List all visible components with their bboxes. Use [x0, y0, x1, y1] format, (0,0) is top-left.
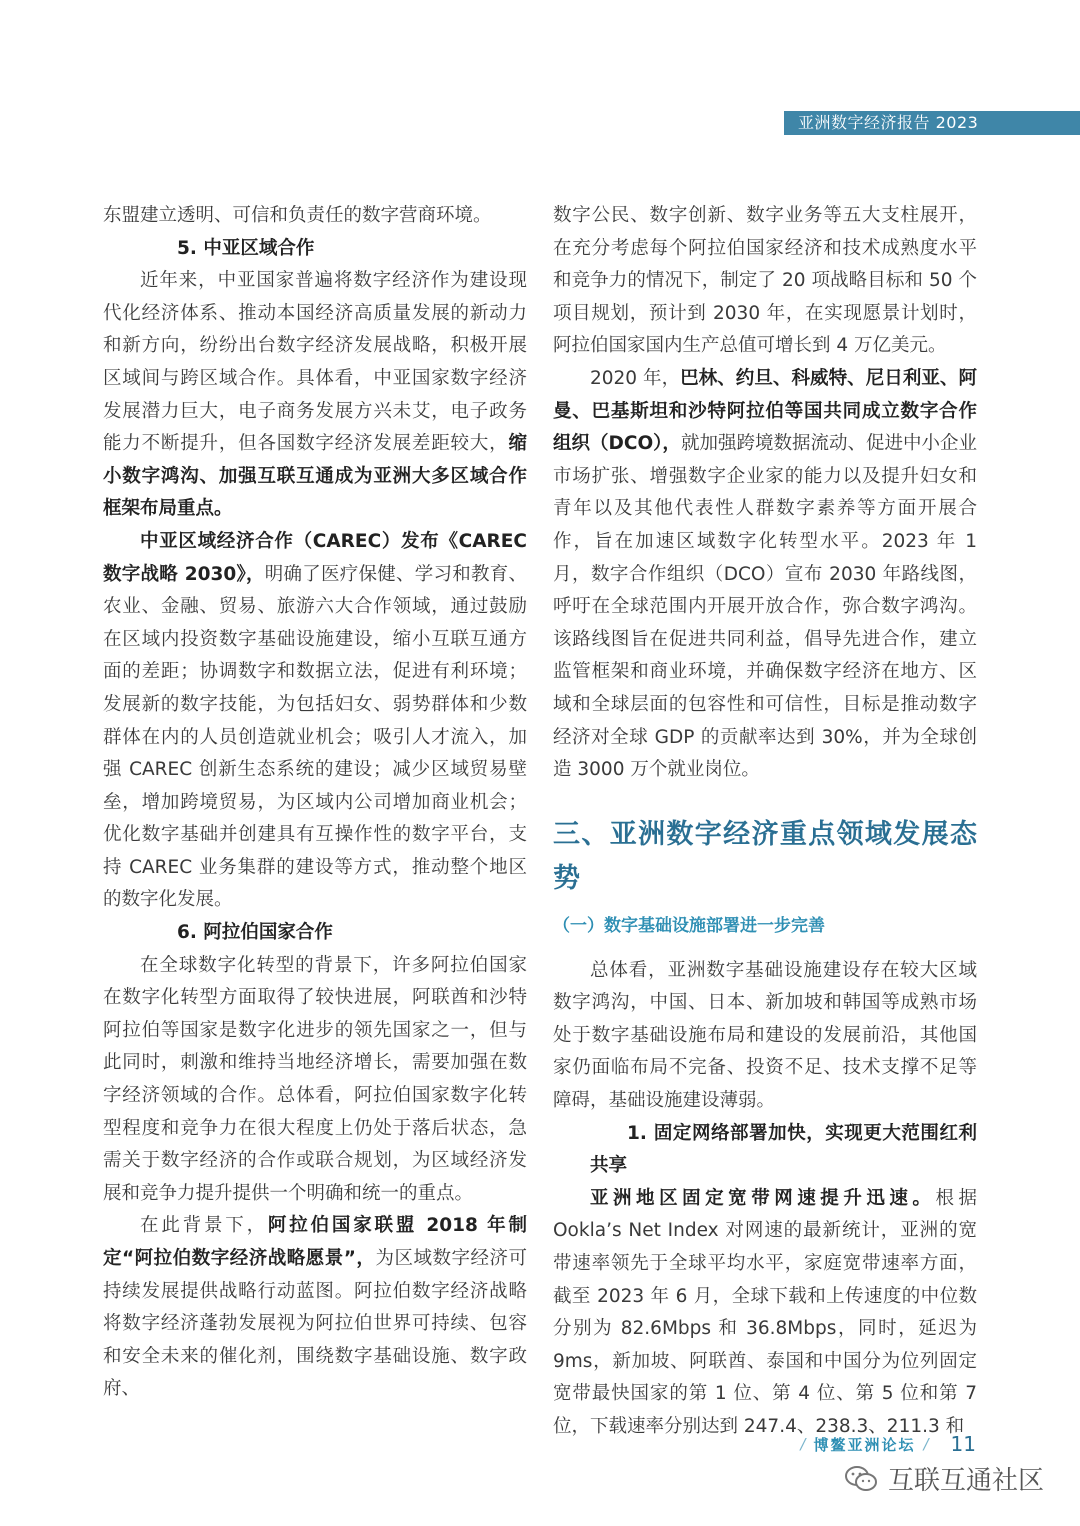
section-title: 三、亚洲数字经济重点领域发展态势	[553, 818, 977, 894]
paragraph: 在全球数字化转型的背景下，许多阿拉伯国家在数字化转型方面取得了较快进展，阿联酋和沙特阿拉伯等国家是数字化进步的领先国家之一，但与此同时，刺激和维持当地经济增长，需要加强在数字经济领域的合作。总体看，阿拉伯国家数字化转型程度和竞争力在很大程度上仍处于落后状态，急需关于数字经济的合作或联合规划，为区域经济发展和竞争力提升提供一个明确和统一的重点。	[103, 954, 527, 1204]
heading-fixed-network: 1. 固定网络部署加快，实现更大范围红利共享	[590, 1122, 977, 1177]
subsection-title: （一）数字基础设施部署进一步完善	[553, 915, 825, 936]
heading-arab-states: 6. 阿拉伯国家合作	[177, 922, 333, 944]
heading-central-asia: 5. 中亚区域合作	[177, 237, 315, 259]
watermark-text: 互联互通社区	[887, 1466, 1044, 1496]
paragraph: 近年来，中亚国家普遍将数字经济作为建设现代化经济体系、推动本国经济高质量发展的新动力和新方向，纷纷出台数字经济发展战略，积极开展区域间与跨区域合作。具体看，中亚国家数字经济发展潜力巨大，电子商务发展方兴未艾，电子政务能力不断提升，但各国数字经济发展差距较大，缩小数字鸿沟、加强互联互通成为亚洲大多区域合作框架布局重点。	[103, 270, 527, 520]
report-title-banner: 亚洲数字经济报告 2023	[784, 111, 1080, 135]
footer-brand: 博鳌亚洲论坛	[813, 1435, 916, 1454]
footer-slash-left: /	[800, 1435, 806, 1453]
wechat-icon	[844, 1465, 878, 1493]
paragraph: 亚洲地区固定宽带网速提升迅速。根据 Ookla’s Net Index 对网速的最新统计，亚洲的宽带速率领先于全球平均水平，家庭宽带速率方面，截至 2023 年 6 月，全球下载和上传速度的中位数分别为 82.6Mbps 和 36.8Mbps，同时，延迟为 9ms，新加坡、阿联酋、泰国和中国分为位列固定宽带最快国家的第 1 位、第 4 位、第 5 位和第 7 位，下载速率分别达到 247.4、238.3、211.3 和	[553, 1187, 977, 1437]
page-number: 11	[950, 1432, 976, 1456]
paragraph: 东盟建立透明、可信和负责任的数字营商环境。	[103, 205, 492, 226]
left-column	[103, 200, 527, 1406]
paragraph: 2020 年，巴林、约旦、科威特、尼日利亚、阿曼、巴基斯坦和沙特阿拉伯等国共同成立数字合作组织（DCO），就加强跨境数据流动、促进中小企业市场扩张、增强数字企业家的能力以及提升妇女和青年以及其他代表性人群数字素养等方面开展合作，旨在加速区域数字化转型水平。2023 年 1 月，数字合作组织（DCO）宣布 2030 年路线图，呼吁在全球范围内开展开放合作，弥合数字鸿沟。该路线图旨在促进共同利益，倡导先进合作，建立监管框架和商业环境，并确保数字经济在地方、区域和全球层面的包容性和可信性，目标是推动数字经济对全球 GDP 的贡献率达到 30%，并为全球创造 3000 万个就业岗位。	[553, 367, 977, 781]
paragraph: 总体看，亚洲数字基础设施建设存在较大区域数字鸿沟，中国、日本、新加坡和韩国等成熟市场处于数字基础设施布局和建设的发展前沿，其他国家仍面临布局不完备、投资不足、技术支撑不足等障碍，基础设施建设薄弱。	[553, 959, 977, 1112]
watermark	[844, 1460, 1044, 1497]
right-column	[553, 200, 977, 1444]
paragraph: 数字公民、数字创新、数字业务等五大支柱展开，在充分考虑每个阿拉伯国家经济和技术成熟度水平和竞争力的情况下，制定了 20 项战略目标和 50 个项目规划，预计到 2030 年，在实现愿景计划时，阿拉伯国家国内生产总值可增长到 4 万亿美元。	[553, 205, 977, 357]
paragraph: 在此背景下，阿拉伯国家联盟 2018 年制定“阿拉伯数字经济战略愿景”，为区域数字经济可持续发展提供战略行动蓝图。阿拉伯数字经济战略将数字经济蓬勃发展视为阿拉伯世界可持续、包容和安全未来的催化剂，围绕数字基础设施、数字政府、	[103, 1215, 527, 1400]
page-footer	[800, 1432, 976, 1456]
paragraph: 中亚区域经济合作（CAREC）发布《CAREC数字战略 2030》，明确了医疗保健、学习和教育、农业、金融、贸易、旅游六大合作领域，通过鼓励在区域内投资数字基础设施建设，缩小互联互通方面的差距；协调数字和数据立法，促进有利环境；发展新的数字技能，为包括妇女、弱势群体和少数群体在内的人员创造就业机会；吸引人才流入，加强 CAREC 创新生态系统的建设；减少区域贸易壁垒，增加跨境贸易，为区域内公司增加商业机会；优化数字基础并创建具有互操作性的数字平台，支持 CAREC 业务集群的建设等方式，推动整个地区的数字化发展。	[103, 530, 527, 911]
footer-slash-right: /	[923, 1435, 929, 1453]
